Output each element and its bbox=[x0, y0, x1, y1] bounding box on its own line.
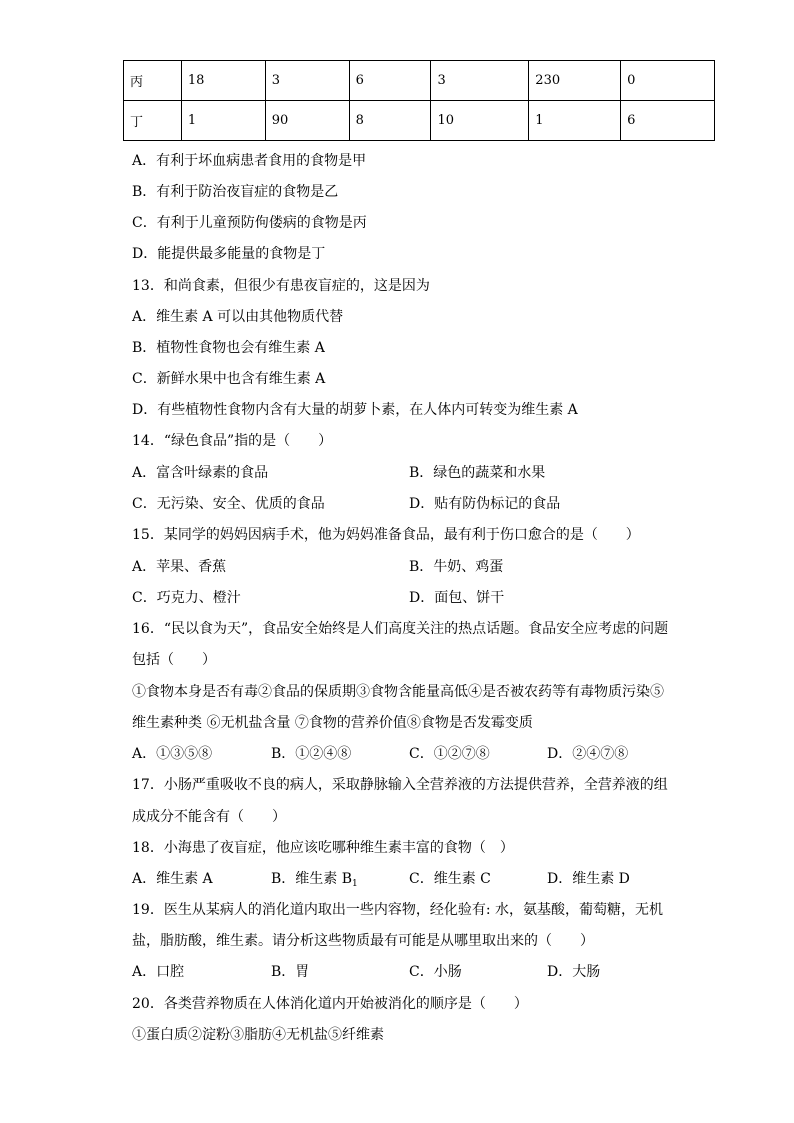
table-cell: 3 bbox=[265, 61, 349, 101]
q16-option-b: B．①②④⑧ bbox=[271, 746, 352, 762]
q19-stem-line2: 盐，脂肪酸，维生素。请分析这些物质最有可能是从哪里取出来的（ ） bbox=[132, 933, 594, 949]
q13-option-c: C．新鲜水果中也含有维生素 A bbox=[132, 371, 326, 387]
q18-option-b bbox=[271, 869, 358, 894]
q17-stem-line2: 成成分不能含有（ ） bbox=[132, 809, 286, 825]
table-row bbox=[124, 101, 715, 141]
table-cell: 10 bbox=[431, 101, 529, 141]
table-cell: 1 bbox=[529, 101, 621, 141]
table-cell: 6 bbox=[349, 61, 431, 101]
q16-option-a: A．①③⑤⑧ bbox=[132, 746, 213, 762]
q19-option-a: A．口腔 bbox=[132, 964, 185, 980]
q15-option-c: C．巧克力、橙汁 bbox=[132, 590, 241, 606]
q14-option-d: D．贴有防伪标记的食品 bbox=[409, 496, 561, 512]
q16-list-line2: 维生素种类 ⑥无机盐含量 ⑦食物的营养价值⑧食物是否发霉变质 bbox=[132, 715, 533, 731]
q18-stem: 18．小海患了夜盲症，他应该吃哪种维生素丰富的食物（ ） bbox=[132, 840, 514, 856]
q16-stem-line1: 16．“民以食为天”，食品安全始终是人们高度关注的热点话题。食品安全应考虑的问题 bbox=[132, 621, 669, 637]
q19-stem-line1: 19．医生从某病人的消化道内取出一些内容物，经化验有: 水，氨基酸，葡萄糖，无机 bbox=[132, 902, 663, 918]
table-cell: 90 bbox=[265, 101, 349, 141]
q19-option-d: D．大肠 bbox=[547, 964, 601, 980]
table-cell: 8 bbox=[349, 101, 431, 141]
table-cell: 0 bbox=[621, 61, 715, 101]
q12-option-c: C．有利于儿童预防佝偻病的食物是丙 bbox=[132, 215, 367, 231]
table-cell: 丙 bbox=[124, 61, 182, 101]
q18-option-c: C．维生素 C bbox=[409, 871, 491, 887]
q15-stem: 15．某同学的妈妈因病手术，他为妈妈准备食品，最有利于伤口愈合的是（ ） bbox=[132, 527, 640, 543]
table-cell: 1 bbox=[181, 101, 265, 141]
q19-option-c: C．小肠 bbox=[409, 964, 462, 980]
q17-stem-line1: 17．小肠严重吸收不良的病人，采取静脉输入全营养液的方法提供营养，全营养液的组 bbox=[132, 777, 668, 793]
q14-option-a: A．富含叶绿素的食品 bbox=[132, 465, 269, 481]
q14-option-c: C．无污染、安全、优质的食品 bbox=[132, 496, 325, 512]
table-cell: 3 bbox=[431, 61, 529, 101]
table-cell: 6 bbox=[621, 101, 715, 141]
q18-option-b-text: B．维生素 B bbox=[271, 871, 353, 887]
q12-option-b: B．有利于防治夜盲症的食物是乙 bbox=[132, 184, 339, 200]
q18-option-b-subscript: 1 bbox=[352, 879, 358, 889]
q20-list: ①蛋白质②淀粉③脂肪④无机盐⑤纤维素 bbox=[132, 1027, 384, 1043]
q15-option-a: A．苹果、香蕉 bbox=[132, 559, 227, 575]
q13-option-a: A．维生素 A 可以由其他物质代替 bbox=[132, 309, 344, 325]
q14-option-b: B．绿色的蔬菜和水果 bbox=[409, 465, 546, 481]
q13-stem: 13．和尚食素，但很少有患夜盲症的，这是因为 bbox=[132, 278, 430, 294]
q16-option-d: D．②④⑦⑧ bbox=[547, 746, 629, 762]
q15-option-d: D．面包、饼干 bbox=[409, 590, 505, 606]
q18-option-a: A．维生素 A bbox=[132, 871, 213, 887]
q13-option-d: D．有些植物性食物内含有大量的胡萝卜素，在人体内可转变为维生素 A bbox=[132, 402, 578, 418]
q20-stem: 20．各类营养物质在人体消化道内开始被消化的顺序是（ ） bbox=[132, 996, 528, 1012]
q18-option-d: D．维生素 D bbox=[547, 871, 630, 887]
q12-option-d: D．能提供最多能量的食物是丁 bbox=[132, 246, 326, 262]
q12-option-a: A．有利于坏血病患者食用的食物是甲 bbox=[132, 153, 367, 169]
q16-option-c: C．①②⑦⑧ bbox=[409, 746, 490, 762]
table-row bbox=[124, 61, 715, 101]
table-cell: 丁 bbox=[124, 101, 182, 141]
table-cell: 230 bbox=[529, 61, 621, 101]
q16-stem-line2: 包括（ ） bbox=[132, 652, 216, 668]
table-cell: 18 bbox=[181, 61, 265, 101]
nutrient-table bbox=[123, 60, 715, 141]
q19-option-b: B．胃 bbox=[271, 964, 310, 980]
q13-option-b: B．植物性食物也会有维生素 A bbox=[132, 340, 325, 356]
q15-option-b: B．牛奶、鸡蛋 bbox=[409, 559, 504, 575]
q14-stem: 14．“绿色食品”指的是（ ） bbox=[132, 433, 333, 449]
q16-list-line1: ①食物本身是否有毒②食品的保质期③食物含能量高低④是否被农药等有毒物质污染⑤ bbox=[132, 684, 664, 700]
